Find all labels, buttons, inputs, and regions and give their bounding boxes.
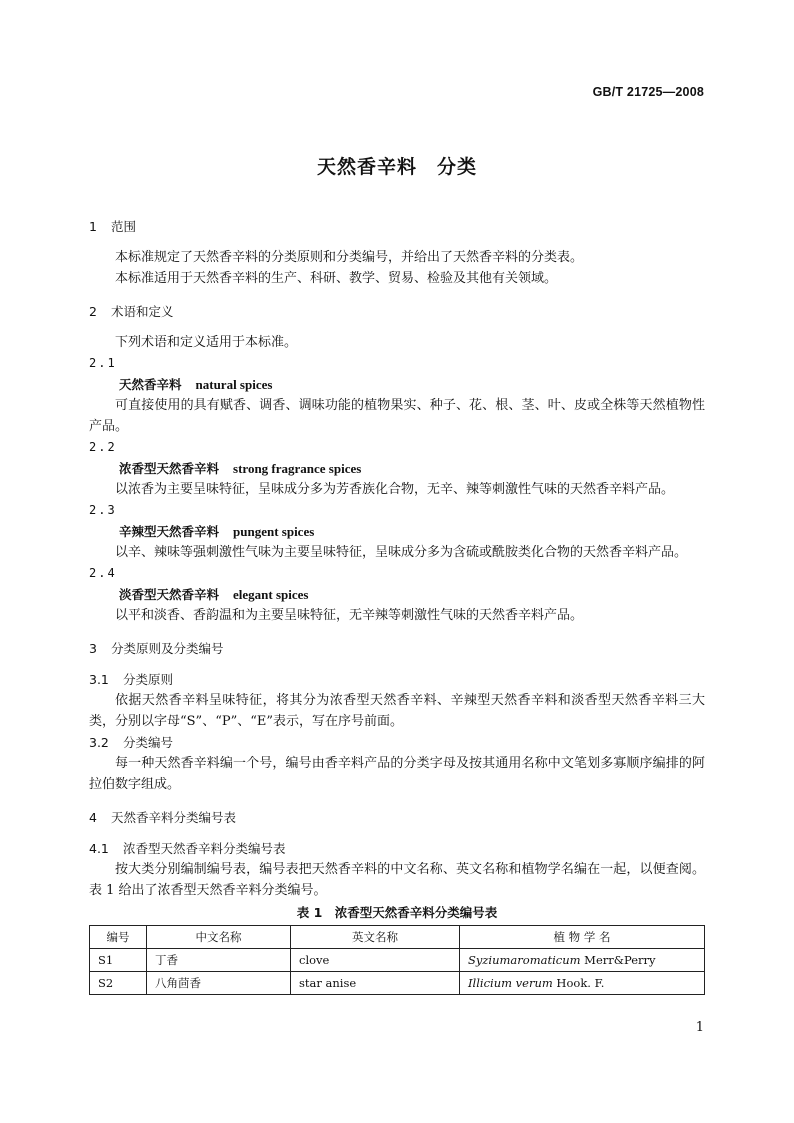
standard-code: GB/T 21725—2008 xyxy=(592,85,704,99)
cn-name-cell: 八角茴香 xyxy=(147,972,291,995)
botanical-name-cell: Illicium verum Hook. F. xyxy=(460,972,705,995)
botanical-name-cell: Syziumaromaticum Merr&Perry xyxy=(460,949,705,972)
term-name: 淡香型天然香辛料 elegant spices xyxy=(119,587,309,602)
table-row xyxy=(90,972,705,995)
term-definition: 以辛、辣味等强刺激性气味为主要呈味特征，呈味成分多为含硫或酰胺类化合物的天然香辛料产品。 xyxy=(115,545,688,560)
term-definition: 可直接使用的具有赋香、调香、调味功能的植物果实、种子、花、根、茎、叶、皮或全株等天然植物性产品。 xyxy=(89,398,705,434)
table-row xyxy=(90,949,705,972)
table-title: 表 1 浓香型天然香辛料分类编号表 xyxy=(296,905,498,920)
column-header: 英文名称 xyxy=(291,926,460,949)
term-number: 2.2 xyxy=(89,440,117,454)
subsection-heading: 3.2 分类编号 xyxy=(89,735,174,750)
term-definition: 以浓香为主要呈味特征，呈味成分多为芳香族化合物，无辛、辣等刺激性气味的天然香辛料产品。 xyxy=(115,482,675,497)
section-heading: 2 术语和定义 xyxy=(89,304,174,319)
term-number: 2.4 xyxy=(89,566,117,580)
term-definition: 以平和淡香、香韵温和为主要呈味特征，无辛辣等刺激性气味的天然香辛料产品。 xyxy=(115,608,584,623)
paragraph: 按大类分别编制编号表，编号表把天然香辛料的中文名称、英文名称和植物学名编在一起，以便查阅。表 1 给出了浓香型天然香辛料分类编号。 xyxy=(89,862,705,898)
term-name: 浓香型天然香辛料 strong fragrance spices xyxy=(119,461,362,476)
subsection-heading: 4.1 浓香型天然香辛料分类编号表 xyxy=(89,841,286,856)
spice-classification-table xyxy=(89,925,705,995)
section-heading: 4 天然香辛料分类编号表 xyxy=(89,810,237,825)
paragraph: 下列术语和定义适用于本标准。 xyxy=(115,335,298,350)
code-cell: S2 xyxy=(90,972,147,995)
column-header: 中文名称 xyxy=(147,926,291,949)
term-name: 天然香辛料 natural spices xyxy=(119,377,273,392)
paragraph: 依据天然香辛料呈味特征，将其分为浓香型天然香辛料、辛辣型天然香辛料和淡香型天然香辛料三大类，分别以字母“S”、“P”、“E”表示，写在序号前面。 xyxy=(89,693,705,729)
paragraph: 本标准规定了天然香辛料的分类原则和分类编号，并给出了天然香辛料的分类表。 xyxy=(115,250,584,265)
paragraph: 每一种天然香辛料编一个号，编号由香辛料产品的分类字母及按其通用名称中文笔划多寡顺序编排的阿拉伯数字组成。 xyxy=(89,756,705,792)
section-heading: 3 分类原则及分类编号 xyxy=(89,641,224,656)
paragraph: 本标准适用于天然香辛料的生产、科研、教学、贸易、检验及其他有关领域。 xyxy=(115,271,558,286)
cn-name-cell: 丁香 xyxy=(147,949,291,972)
table-header-row xyxy=(90,926,705,949)
en-name-cell: clove xyxy=(291,949,460,972)
column-header: 植 物 学 名 xyxy=(460,926,705,949)
column-header: 编号 xyxy=(90,926,147,949)
document-body xyxy=(89,216,705,995)
subsection-heading: 3.1 分类原则 xyxy=(89,672,174,687)
section-heading: 1 范围 xyxy=(89,219,137,234)
term-number: 2.3 xyxy=(89,503,117,517)
term-number: 2.1 xyxy=(89,356,117,370)
document-title: 天然香辛料 分类 xyxy=(316,156,477,178)
page-number: 1 xyxy=(695,1020,704,1035)
code-cell: S1 xyxy=(90,949,147,972)
en-name-cell: star anise xyxy=(291,972,460,995)
term-name: 辛辣型天然香辛料 pungent spices xyxy=(119,524,315,539)
